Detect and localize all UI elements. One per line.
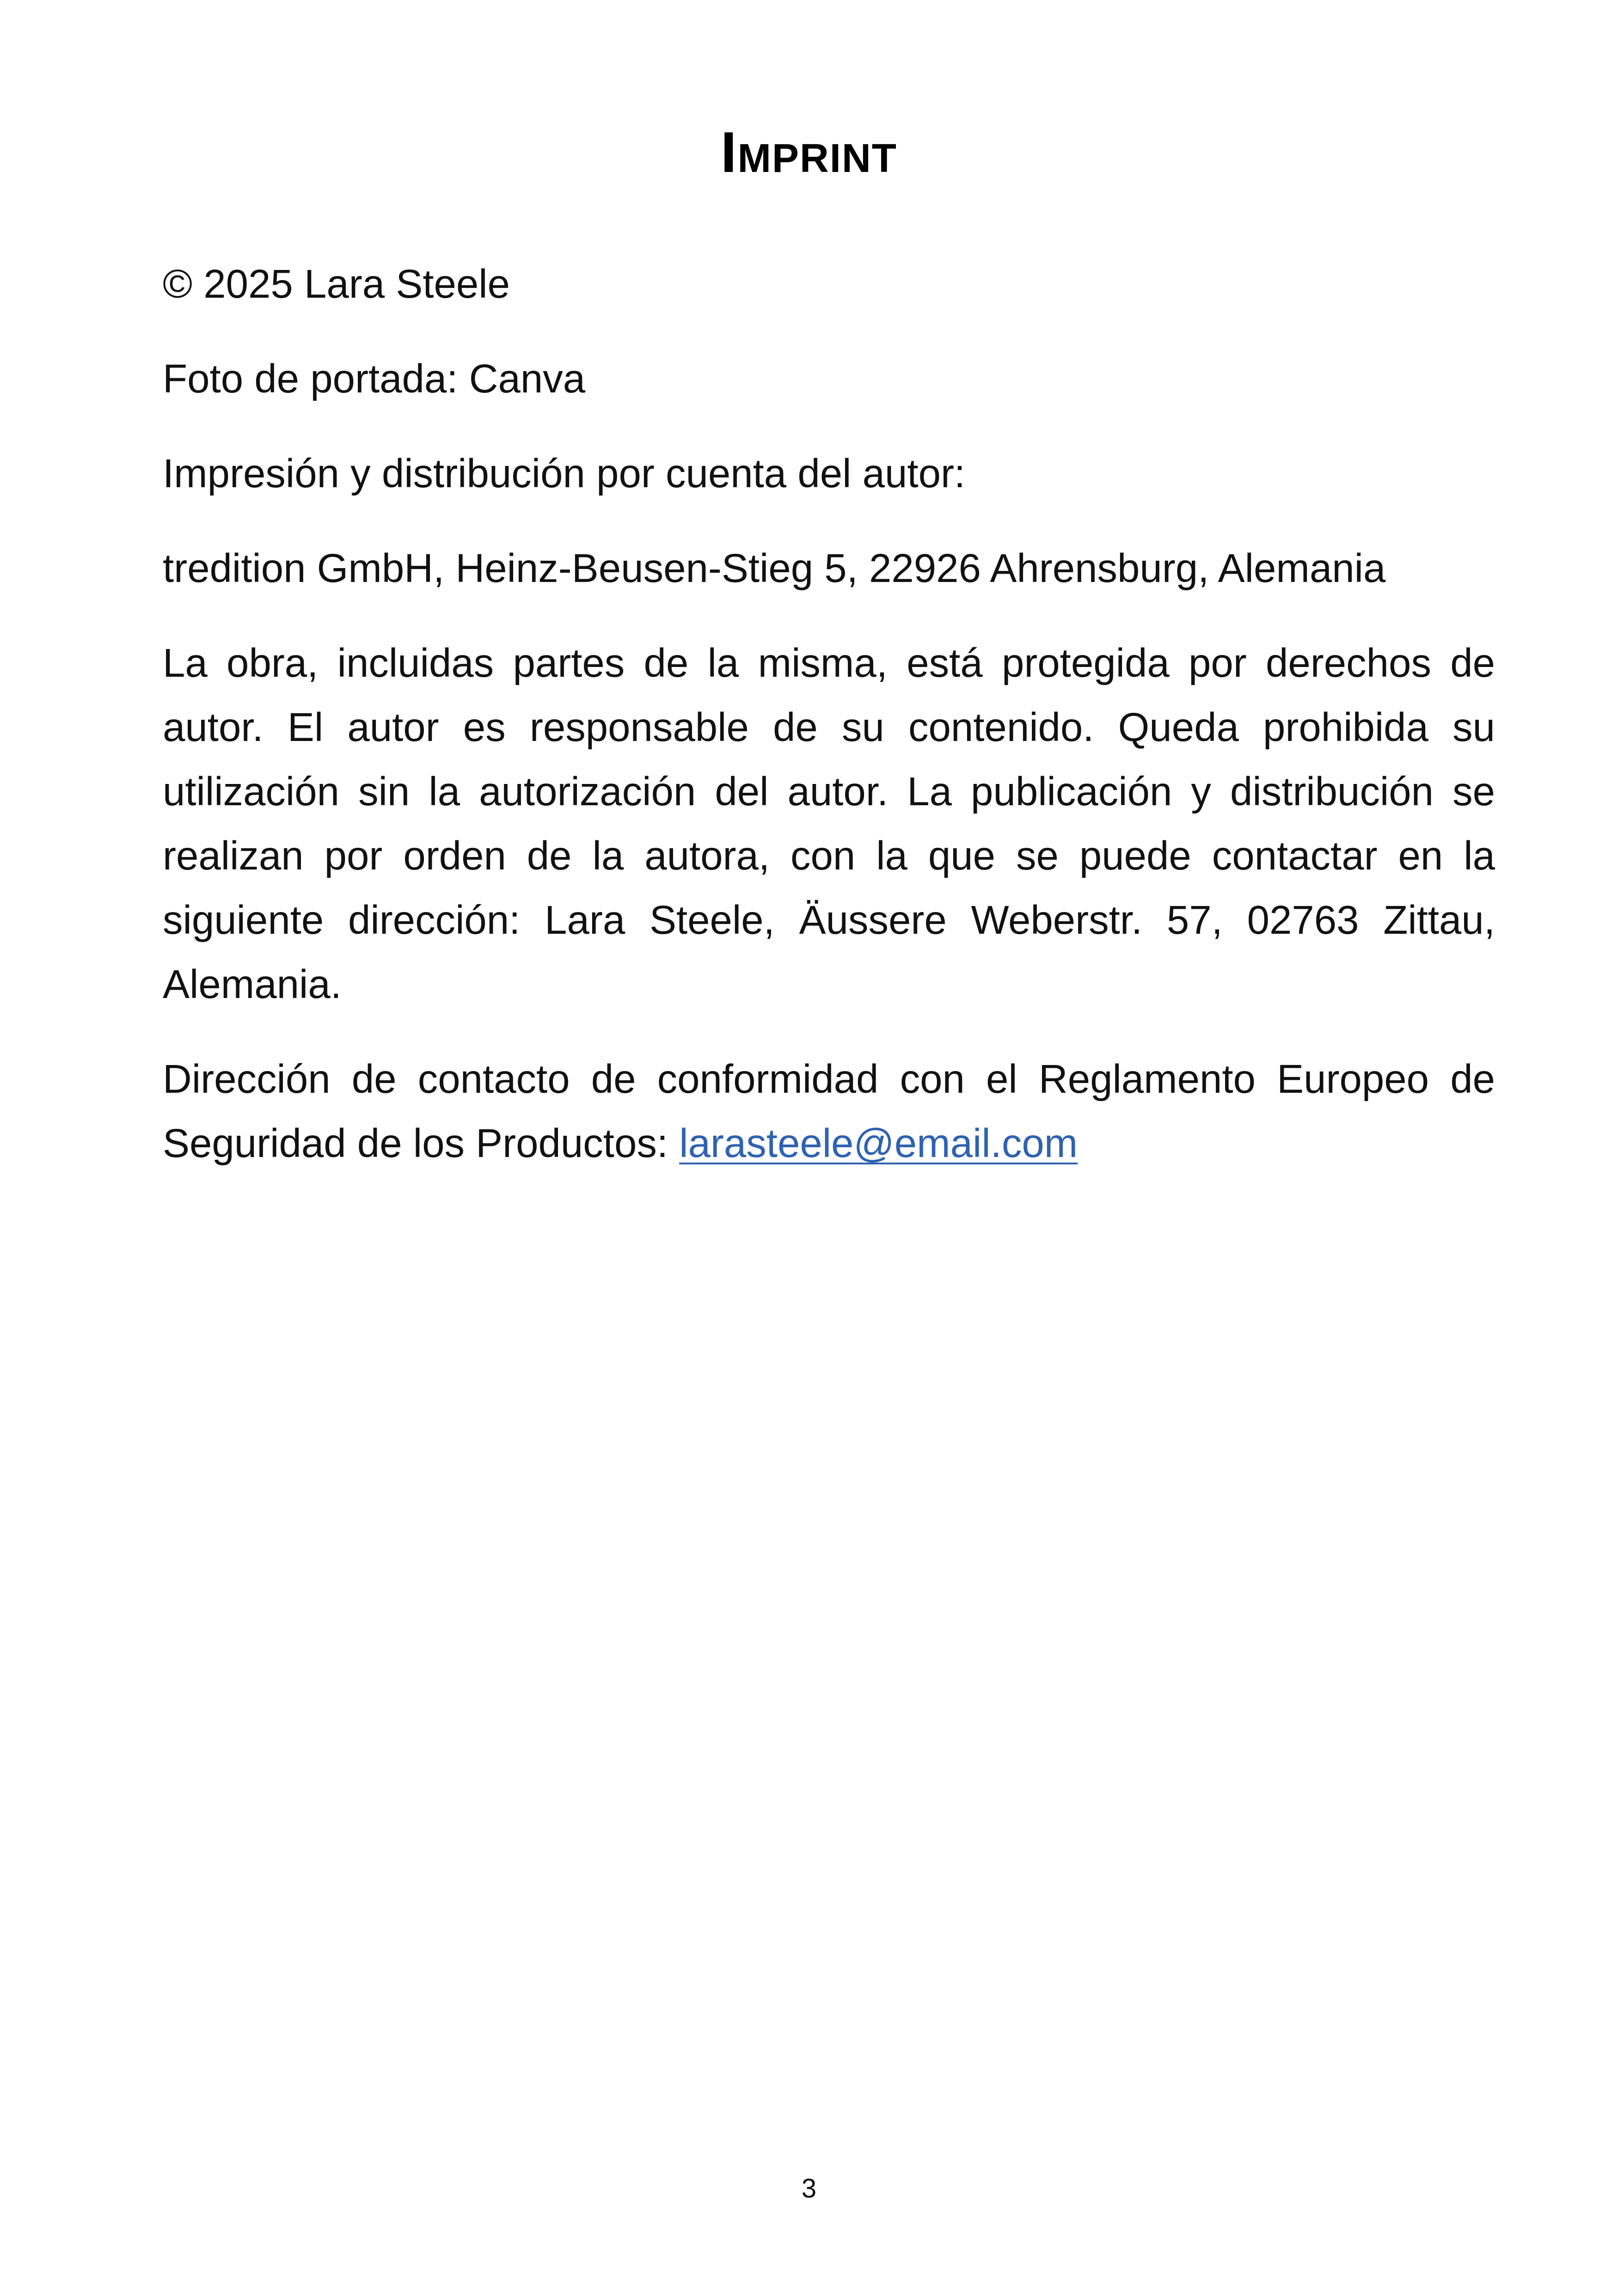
contact-paragraph [163, 1047, 1495, 1176]
imprint-body [163, 252, 1495, 1206]
rights-paragraph: La obra, incluidas partes de la misma, está protegida por derechos de autor. El autor es responsable de su contenido. Queda prohibida su utilización sin la autorización del autor. La publicación y distribución se realizan por orden de la autora, con la que se puede contactar en la siguiente dirección: Lara Steele, Äussere Weberstr. 57, 02763 Zittau, Alemania. [163, 641, 1495, 1007]
cover-photo-credit: Foto de portada: Canva [163, 356, 586, 401]
page-title: Imprint [721, 121, 897, 184]
email-link[interactable]: larasteele@email.com [679, 1121, 1078, 1166]
contact-text: Dirección de contacto de conformidad con el Reglamento Europeo de Seguridad de los Productos: [163, 1057, 1495, 1166]
copyright-line: © 2025 Lara Steele [163, 262, 510, 306]
publisher-address: tredition GmbH, Heinz-Beusen-Stieg 5, 22926 Ahrensburg, Alemania [163, 546, 1386, 591]
page-number: 3 [801, 2174, 817, 2204]
printing-distribution-label: Impresión y distribución por cuenta del autor: [163, 451, 966, 496]
